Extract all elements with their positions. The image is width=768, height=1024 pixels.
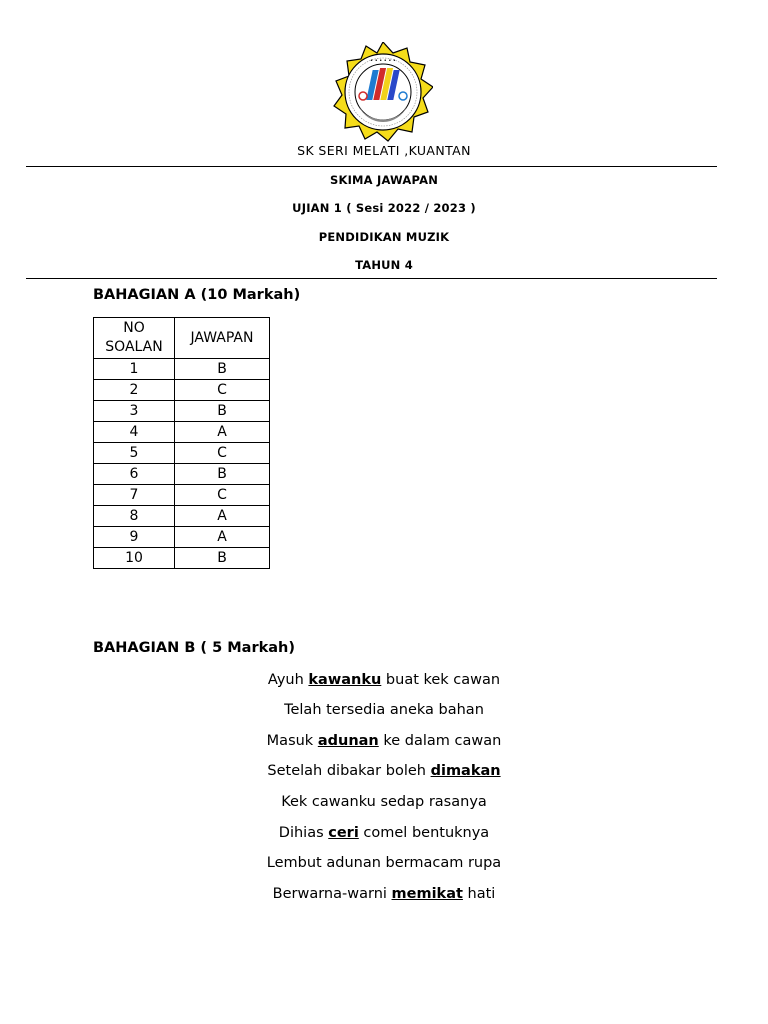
poem-line (0, 794, 768, 810)
answer-cell: C (175, 443, 270, 464)
poem-keyword: kawanku (308, 672, 382, 688)
answer-table (93, 317, 270, 569)
answer-rows (94, 359, 270, 569)
question-number-cell: 1 (94, 359, 175, 380)
poem-text: Ayuh (267, 672, 309, 688)
answer-cell: A (175, 527, 270, 548)
poem-text: hati (462, 886, 496, 902)
answer-cell: B (175, 548, 270, 569)
divider-bottom (26, 278, 717, 279)
question-number-cell: 2 (94, 380, 175, 401)
answer-cell: C (175, 380, 270, 401)
answer-cell: B (175, 464, 270, 485)
subject: PENDIDIKAN MUZIK (318, 230, 450, 244)
column-header-answer: JAWAPAN (175, 318, 270, 359)
poem-text: Berwarna-warni (272, 886, 392, 902)
question-number-cell: 3 (94, 401, 175, 422)
answer-cell: C (175, 485, 270, 506)
table-row (94, 443, 270, 464)
poem-keyword: memikat (391, 886, 463, 902)
poem-text: comel bentuknya (358, 825, 490, 841)
table-row (94, 506, 270, 527)
poem-text: ke dalam cawan (378, 733, 502, 749)
year-level: TAHUN 4 (355, 258, 413, 272)
divider-top (26, 166, 717, 167)
column-header-no-line1: NO (123, 320, 145, 336)
poem-line (0, 702, 768, 718)
poem-line (0, 733, 768, 749)
table-row (94, 485, 270, 506)
poem-text: Dihias (278, 825, 329, 841)
table-row (94, 359, 270, 380)
poem-line (0, 763, 768, 779)
table-row (94, 401, 270, 422)
poem-keyword: dimakan (430, 763, 501, 779)
question-number-cell: 8 (94, 506, 175, 527)
poem-line (0, 855, 768, 871)
poem-line (0, 825, 768, 841)
column-header-no-line2: SOALAN (105, 339, 163, 355)
question-number-cell: 10 (94, 548, 175, 569)
poem-keyword: adunan (317, 733, 379, 749)
poem-keyword: ceri (328, 825, 359, 841)
table-row (94, 464, 270, 485)
svg-text:• • • • • •: • • • • • • (370, 58, 396, 64)
table-row (94, 548, 270, 569)
question-number-cell: 5 (94, 443, 175, 464)
table-header-row (94, 318, 270, 359)
poem-text: Kek cawanku sedap rasanya (281, 794, 487, 810)
question-number-cell: 9 (94, 527, 175, 548)
section-a-title: BAHAGIAN A (10 Markah) (93, 287, 301, 303)
answer-cell: A (175, 506, 270, 527)
answer-cell: B (175, 401, 270, 422)
poem-text: Masuk (266, 733, 318, 749)
section-b-title: BAHAGIAN B ( 5 Markah) (93, 640, 295, 656)
document-title: SKIMA JAWAPAN (329, 173, 439, 187)
answer-cell: B (175, 359, 270, 380)
answer-cell: A (175, 422, 270, 443)
table-row (94, 527, 270, 548)
poem-text: Telah tersedia aneka bahan (284, 702, 484, 718)
poem-text: Setelah dibakar boleh (267, 763, 431, 779)
question-number-cell: 6 (94, 464, 175, 485)
table-row (94, 422, 270, 443)
question-number-cell: 7 (94, 485, 175, 506)
school-name: SK SERI MELATI ,KUANTAN (297, 143, 471, 158)
column-header-question-no (94, 318, 175, 359)
poem-text: buat kek cawan (381, 672, 501, 688)
exam-session: UJIAN 1 ( Sesi 2022 / 2023 ) (292, 201, 476, 215)
poem-line (0, 886, 768, 902)
poem-line (0, 672, 768, 688)
table-row (94, 380, 270, 401)
question-number-cell: 4 (94, 422, 175, 443)
school-logo (333, 42, 433, 142)
poem-text: Lembut adunan bermacam rupa (266, 855, 502, 871)
